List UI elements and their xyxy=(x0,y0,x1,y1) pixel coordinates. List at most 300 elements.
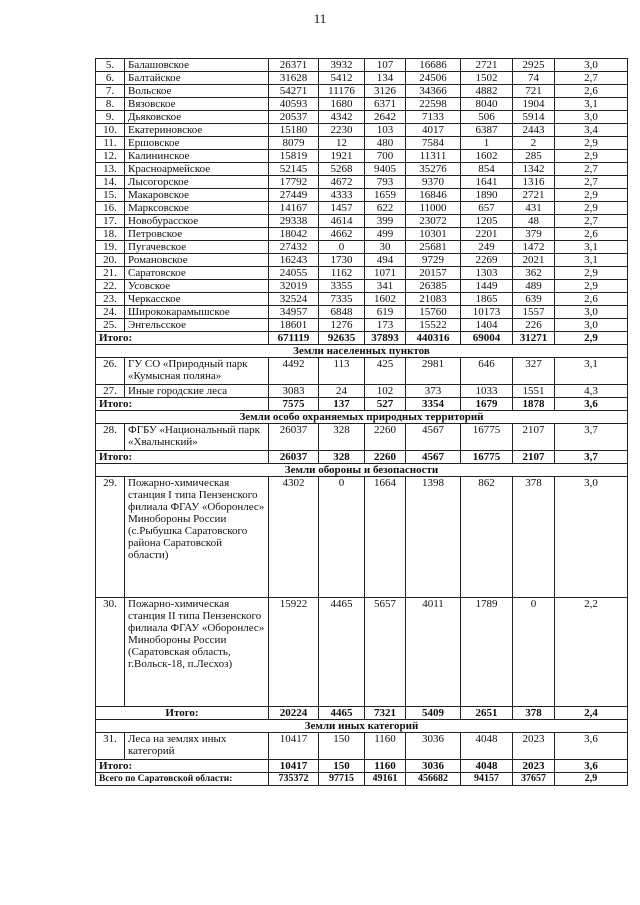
grand-total-value: 94157 xyxy=(461,773,513,786)
row-value: 1865 xyxy=(461,293,513,306)
row-value: 26371 xyxy=(269,59,319,72)
row-value: 17792 xyxy=(269,176,319,189)
total-value: 328 xyxy=(319,451,365,464)
table-row xyxy=(96,137,628,150)
row-value: 506 xyxy=(461,111,513,124)
row-value: 494 xyxy=(365,254,406,267)
row-value: 8079 xyxy=(269,137,319,150)
row-value: 3,0 xyxy=(555,111,628,124)
total-value: 4567 xyxy=(406,451,461,464)
row-value: 1276 xyxy=(319,319,365,332)
row-value: 1659 xyxy=(365,189,406,202)
total-label: Итого: xyxy=(96,398,269,411)
total-value: 20224 xyxy=(269,707,319,720)
row-name: Пожарно-химическая станция II типа Пензенского филиала ФГАУ «Оборонлес» Минобороны России (Саратовская область, г.Вольск-18, п.Лесхоз) xyxy=(125,598,269,707)
row-name: Лысогорское xyxy=(125,176,269,189)
row-value: 2,9 xyxy=(555,150,628,163)
total-value: 2260 xyxy=(365,451,406,464)
row-value: 27432 xyxy=(269,241,319,254)
row-name: Марксовское xyxy=(125,202,269,215)
total-value: 3,6 xyxy=(555,760,628,773)
row-name: Калининское xyxy=(125,150,269,163)
table-row xyxy=(96,150,628,163)
table-row xyxy=(96,254,628,267)
row-value: 15922 xyxy=(269,598,319,707)
total-row xyxy=(96,760,628,773)
row-value: 2,6 xyxy=(555,293,628,306)
row-index: 15. xyxy=(96,189,125,202)
row-value: 3,7 xyxy=(555,424,628,451)
row-name: Балашовское xyxy=(125,59,269,72)
table-row xyxy=(96,385,628,398)
row-value: 4882 xyxy=(461,85,513,98)
row-value: 2721 xyxy=(461,59,513,72)
total-value: 2651 xyxy=(461,707,513,720)
total-value: 1160 xyxy=(365,760,406,773)
row-value: 1160 xyxy=(365,733,406,760)
row-value: 24055 xyxy=(269,267,319,280)
table-row xyxy=(96,293,628,306)
row-value: 107 xyxy=(365,59,406,72)
table-row xyxy=(96,306,628,319)
row-value: 2260 xyxy=(365,424,406,451)
row-value: 34957 xyxy=(269,306,319,319)
row-value: 4342 xyxy=(319,111,365,124)
row-value: 52145 xyxy=(269,163,319,176)
row-value: 24506 xyxy=(406,72,461,85)
row-value: 23072 xyxy=(406,215,461,228)
row-value: 31628 xyxy=(269,72,319,85)
row-value: 20537 xyxy=(269,111,319,124)
row-name: Ширококарамышское xyxy=(125,306,269,319)
row-value: 32019 xyxy=(269,280,319,293)
row-value: 24 xyxy=(319,385,365,398)
row-index: 11. xyxy=(96,137,125,150)
row-index: 29. xyxy=(96,477,125,598)
row-value: 7335 xyxy=(319,293,365,306)
row-value: 10173 xyxy=(461,306,513,319)
row-value: 4614 xyxy=(319,215,365,228)
total-label: Итого: xyxy=(96,451,269,464)
row-value: 619 xyxy=(365,306,406,319)
grand-total-value: 97715 xyxy=(319,773,365,786)
row-value: 1472 xyxy=(513,241,555,254)
row-value: 3036 xyxy=(406,733,461,760)
row-value: 2,7 xyxy=(555,72,628,85)
grand-total-label: Всего по Саратовской области: xyxy=(96,773,269,786)
row-value: 2642 xyxy=(365,111,406,124)
row-value: 4017 xyxy=(406,124,461,137)
row-value: 4465 xyxy=(319,598,365,707)
row-value: 2 xyxy=(513,137,555,150)
page-number: 11 xyxy=(313,11,327,26)
row-value: 4302 xyxy=(269,477,319,598)
row-value: 1680 xyxy=(319,98,365,111)
row-value: 15819 xyxy=(269,150,319,163)
grand-total-value: 456682 xyxy=(406,773,461,786)
row-value: 54271 xyxy=(269,85,319,98)
row-value: 2021 xyxy=(513,254,555,267)
total-value: 150 xyxy=(319,760,365,773)
row-value: 18042 xyxy=(269,228,319,241)
table-row xyxy=(96,319,628,332)
row-value: 26385 xyxy=(406,280,461,293)
table-row xyxy=(96,733,628,760)
row-value: 26037 xyxy=(269,424,319,451)
section-title: Земли иных категорий xyxy=(96,720,628,733)
row-value: 1730 xyxy=(319,254,365,267)
row-name: Екатериновское xyxy=(125,124,269,137)
row-value: 1602 xyxy=(365,293,406,306)
row-value: 1404 xyxy=(461,319,513,332)
row-name: Вязовское xyxy=(125,98,269,111)
row-value: 1033 xyxy=(461,385,513,398)
row-value: 1316 xyxy=(513,176,555,189)
row-value: 4011 xyxy=(406,598,461,707)
grand-total-row xyxy=(96,773,628,786)
table-row xyxy=(96,85,628,98)
total-row xyxy=(96,451,628,464)
row-index: 28. xyxy=(96,424,125,451)
row-value: 16846 xyxy=(406,189,461,202)
section-title: Земли населенных пунктов xyxy=(96,345,628,358)
section-header-row xyxy=(96,411,628,424)
section-title: Земли обороны и безопасности xyxy=(96,464,628,477)
row-value: 35276 xyxy=(406,163,461,176)
row-index: 30. xyxy=(96,598,125,707)
row-value: 2,9 xyxy=(555,189,628,202)
row-index: 10. xyxy=(96,124,125,137)
row-value: 21083 xyxy=(406,293,461,306)
table-row xyxy=(96,215,628,228)
row-name: Пожарно-химическая станция I типа Пензенского филиала ФГАУ «Оборонлес» Минобороны России (с.Рыбушка Саратовского района Саратовской области) xyxy=(125,477,269,598)
grand-total-value: 735372 xyxy=(269,773,319,786)
total-label: Итого: xyxy=(96,332,269,345)
row-value: 862 xyxy=(461,477,513,598)
row-value: 7584 xyxy=(406,137,461,150)
row-value: 425 xyxy=(365,358,406,385)
row-value: 362 xyxy=(513,267,555,280)
row-value: 1398 xyxy=(406,477,461,598)
row-name: Черкасское xyxy=(125,293,269,306)
table-row xyxy=(96,189,628,202)
row-value: 2,2 xyxy=(555,598,628,707)
row-value: 341 xyxy=(365,280,406,293)
row-value: 1551 xyxy=(513,385,555,398)
row-value: 379 xyxy=(513,228,555,241)
row-value: 18601 xyxy=(269,319,319,332)
row-name: Иные городские леса xyxy=(125,385,269,398)
row-value: 29338 xyxy=(269,215,319,228)
table-row xyxy=(96,241,628,254)
grand-total-value: 37657 xyxy=(513,773,555,786)
total-value: 31271 xyxy=(513,332,555,345)
table-row xyxy=(96,163,628,176)
row-value: 150 xyxy=(319,733,365,760)
row-value: 11176 xyxy=(319,85,365,98)
row-value: 7133 xyxy=(406,111,461,124)
total-value: 26037 xyxy=(269,451,319,464)
row-index: 18. xyxy=(96,228,125,241)
row-name: Усовское xyxy=(125,280,269,293)
row-value: 2,9 xyxy=(555,280,628,293)
row-value: 1890 xyxy=(461,189,513,202)
row-value: 1162 xyxy=(319,267,365,280)
total-value: 3036 xyxy=(406,760,461,773)
row-value: 3083 xyxy=(269,385,319,398)
row-value: 3,0 xyxy=(555,477,628,598)
row-value: 6848 xyxy=(319,306,365,319)
row-value: 2443 xyxy=(513,124,555,137)
row-value: 3126 xyxy=(365,85,406,98)
row-value: 373 xyxy=(406,385,461,398)
row-value: 15180 xyxy=(269,124,319,137)
row-value: 639 xyxy=(513,293,555,306)
row-value: 285 xyxy=(513,150,555,163)
forest-data-table xyxy=(95,58,628,786)
row-value: 32524 xyxy=(269,293,319,306)
table-row xyxy=(96,59,628,72)
row-index: 23. xyxy=(96,293,125,306)
table-row xyxy=(96,72,628,85)
row-value: 5657 xyxy=(365,598,406,707)
section-title: Земли особо охраняемых природных территорий xyxy=(96,411,628,424)
row-value: 6371 xyxy=(365,98,406,111)
row-name: Энгельсское xyxy=(125,319,269,332)
row-value: 103 xyxy=(365,124,406,137)
row-value: 3,4 xyxy=(555,124,628,137)
total-value: 671119 xyxy=(269,332,319,345)
table-body xyxy=(96,59,628,786)
row-index: 31. xyxy=(96,733,125,760)
row-value: 1557 xyxy=(513,306,555,319)
grand-total-value: 49161 xyxy=(365,773,406,786)
row-value: 9405 xyxy=(365,163,406,176)
total-value: 37893 xyxy=(365,332,406,345)
row-value: 431 xyxy=(513,202,555,215)
row-value: 793 xyxy=(365,176,406,189)
total-value: 7575 xyxy=(269,398,319,411)
row-name: Вольское xyxy=(125,85,269,98)
total-row xyxy=(96,398,628,411)
row-value: 3355 xyxy=(319,280,365,293)
row-index: 9. xyxy=(96,111,125,124)
row-value: 4333 xyxy=(319,189,365,202)
table-row xyxy=(96,280,628,293)
total-value: 2,9 xyxy=(555,332,628,345)
row-value: 2,6 xyxy=(555,228,628,241)
total-value: 4048 xyxy=(461,760,513,773)
row-value: 2269 xyxy=(461,254,513,267)
row-value: 0 xyxy=(513,598,555,707)
row-name: Леса на землях иных категорий xyxy=(125,733,269,760)
section-header-row xyxy=(96,720,628,733)
row-value: 226 xyxy=(513,319,555,332)
row-value: 2981 xyxy=(406,358,461,385)
row-value: 489 xyxy=(513,280,555,293)
row-value: 2107 xyxy=(513,424,555,451)
row-value: 4048 xyxy=(461,733,513,760)
row-value: 25681 xyxy=(406,241,461,254)
row-value: 1641 xyxy=(461,176,513,189)
row-index: 17. xyxy=(96,215,125,228)
row-value: 2,7 xyxy=(555,215,628,228)
row-value: 20157 xyxy=(406,267,461,280)
row-value: 16243 xyxy=(269,254,319,267)
row-value: 1904 xyxy=(513,98,555,111)
table-row xyxy=(96,267,628,280)
row-value: 6387 xyxy=(461,124,513,137)
row-value: 1457 xyxy=(319,202,365,215)
total-label: Итого: xyxy=(96,707,269,720)
row-name: ГУ СО «Природный парк «Кумысная поляна» xyxy=(125,358,269,385)
row-value: 249 xyxy=(461,241,513,254)
section-header-row xyxy=(96,345,628,358)
row-value: 2,7 xyxy=(555,163,628,176)
total-row xyxy=(96,707,628,720)
total-value: 527 xyxy=(365,398,406,411)
total-value: 3,6 xyxy=(555,398,628,411)
row-value: 4567 xyxy=(406,424,461,451)
row-value: 16775 xyxy=(461,424,513,451)
row-index: 12. xyxy=(96,150,125,163)
row-value: 1205 xyxy=(461,215,513,228)
row-index: 13. xyxy=(96,163,125,176)
row-value: 4,3 xyxy=(555,385,628,398)
row-index: 24. xyxy=(96,306,125,319)
row-value: 173 xyxy=(365,319,406,332)
row-value: 1 xyxy=(461,137,513,150)
table-row xyxy=(96,477,628,598)
row-name: Петровское xyxy=(125,228,269,241)
row-value: 9729 xyxy=(406,254,461,267)
row-value: 3,0 xyxy=(555,306,628,319)
total-value: 440316 xyxy=(406,332,461,345)
total-value: 378 xyxy=(513,707,555,720)
row-value: 134 xyxy=(365,72,406,85)
row-value: 22598 xyxy=(406,98,461,111)
row-value: 1502 xyxy=(461,72,513,85)
row-value: 646 xyxy=(461,358,513,385)
row-value: 0 xyxy=(319,241,365,254)
row-value: 3,1 xyxy=(555,98,628,111)
row-name: Новобурасское xyxy=(125,215,269,228)
total-value: 10417 xyxy=(269,760,319,773)
row-name: Красноармейское xyxy=(125,163,269,176)
section-header-row xyxy=(96,464,628,477)
row-index: 14. xyxy=(96,176,125,189)
row-index: 5. xyxy=(96,59,125,72)
row-value: 11000 xyxy=(406,202,461,215)
row-index: 27. xyxy=(96,385,125,398)
row-value: 11311 xyxy=(406,150,461,163)
row-value: 399 xyxy=(365,215,406,228)
table-row xyxy=(96,124,628,137)
row-value: 14167 xyxy=(269,202,319,215)
row-value: 3,0 xyxy=(555,319,628,332)
total-value: 92635 xyxy=(319,332,365,345)
row-value: 622 xyxy=(365,202,406,215)
total-value: 5409 xyxy=(406,707,461,720)
table-row xyxy=(96,424,628,451)
total-value: 2023 xyxy=(513,760,555,773)
row-value: 16686 xyxy=(406,59,461,72)
table-row xyxy=(96,176,628,189)
total-value: 69004 xyxy=(461,332,513,345)
row-value: 5268 xyxy=(319,163,365,176)
row-value: 30 xyxy=(365,241,406,254)
total-value: 137 xyxy=(319,398,365,411)
row-value: 2201 xyxy=(461,228,513,241)
row-value: 721 xyxy=(513,85,555,98)
row-value: 15522 xyxy=(406,319,461,332)
total-value: 3,7 xyxy=(555,451,628,464)
row-name: ФГБУ «Национальный парк «Хвалынский» xyxy=(125,424,269,451)
row-value: 700 xyxy=(365,150,406,163)
row-value: 40593 xyxy=(269,98,319,111)
row-value: 5412 xyxy=(319,72,365,85)
row-value: 10417 xyxy=(269,733,319,760)
row-value: 2721 xyxy=(513,189,555,202)
row-value: 2925 xyxy=(513,59,555,72)
table-row xyxy=(96,202,628,215)
total-value: 16775 xyxy=(461,451,513,464)
row-index: 19. xyxy=(96,241,125,254)
row-index: 20. xyxy=(96,254,125,267)
row-value: 3,6 xyxy=(555,733,628,760)
row-name: Дьяковское xyxy=(125,111,269,124)
table-row xyxy=(96,98,628,111)
total-value: 3354 xyxy=(406,398,461,411)
row-index: 8. xyxy=(96,98,125,111)
row-value: 2,9 xyxy=(555,267,628,280)
row-value: 4492 xyxy=(269,358,319,385)
total-value: 2107 xyxy=(513,451,555,464)
row-value: 657 xyxy=(461,202,513,215)
row-value: 1664 xyxy=(365,477,406,598)
row-index: 6. xyxy=(96,72,125,85)
row-value: 2,9 xyxy=(555,137,628,150)
row-value: 34366 xyxy=(406,85,461,98)
total-value: 1679 xyxy=(461,398,513,411)
row-index: 26. xyxy=(96,358,125,385)
row-value: 327 xyxy=(513,358,555,385)
row-value: 499 xyxy=(365,228,406,241)
row-value: 12 xyxy=(319,137,365,150)
total-value: 4465 xyxy=(319,707,365,720)
row-value: 1071 xyxy=(365,267,406,280)
row-value: 10301 xyxy=(406,228,461,241)
row-value: 0 xyxy=(319,477,365,598)
row-index: 7. xyxy=(96,85,125,98)
row-value: 1449 xyxy=(461,280,513,293)
row-value: 15760 xyxy=(406,306,461,319)
total-value: 7321 xyxy=(365,707,406,720)
table-row xyxy=(96,111,628,124)
row-name: Балтайское xyxy=(125,72,269,85)
row-value: 4662 xyxy=(319,228,365,241)
row-value: 27449 xyxy=(269,189,319,202)
row-value: 74 xyxy=(513,72,555,85)
row-value: 3,0 xyxy=(555,59,628,72)
row-index: 22. xyxy=(96,280,125,293)
row-value: 3,1 xyxy=(555,358,628,385)
row-value: 3,1 xyxy=(555,254,628,267)
row-value: 1921 xyxy=(319,150,365,163)
row-value: 5914 xyxy=(513,111,555,124)
table-row xyxy=(96,598,628,707)
total-label: Итого: xyxy=(96,760,269,773)
